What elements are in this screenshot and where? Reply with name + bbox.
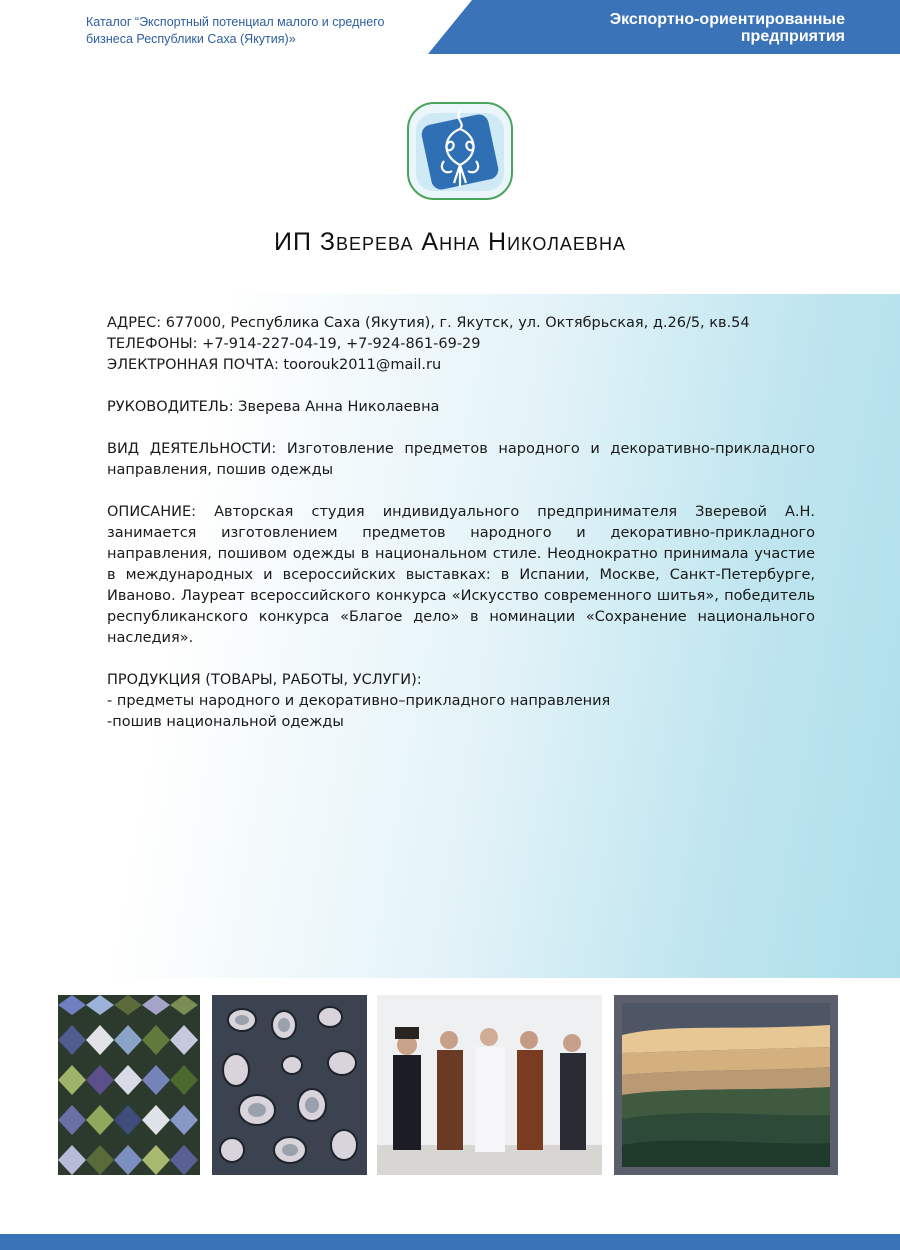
header-banner — [0, 0, 900, 54]
footer-bar — [0, 1234, 900, 1250]
manager: РУКОВОДИТЕЛЬ: Зверева Анна Николаевна — [107, 399, 440, 415]
photo-embroidery — [212, 995, 367, 1175]
banner-line2: предприятия — [740, 28, 845, 45]
phones: ТЕЛЕФОНЫ: +7-914-227-04-19, +7-924-861-69-29 — [107, 336, 481, 352]
email: ЭЛЕКТРОННАЯ ПОЧТА: toorouk2011@mail.ru — [107, 357, 442, 373]
photo-patchwork — [58, 995, 200, 1175]
catalog-caption-line1: Каталог “Экспортный потенциал малого и среднего — [86, 15, 385, 29]
description: ОПИСАНИЕ: Авторская студия индивидуального предпринимателя Зверевой А.Н. занимается изготовлением предметов народного и декоративно-прикладного направления, пошивом одежды в национальном стиле. Неоднократно принимала участие в международных и всероссийских выставках: в Испании, Москве, Санкт-Петербурге, Иваново. Лауреат всероссийского конкурса «Искусство современного шитья», победитель республиканского конкурса «Благое дело» в номинации «Сохранение национального наследия». — [107, 504, 815, 646]
product-item: -пошив национальной одежды — [107, 714, 344, 730]
banner-text — [610, 11, 845, 45]
catalog-caption-line2: бизнеса Республики Саха (Якутия)» — [86, 32, 296, 46]
photo-national-costumes — [377, 995, 602, 1175]
ornament-emblem-logo — [404, 99, 516, 203]
company-info — [107, 313, 815, 733]
product-item: - предметы народного и декоративно–прикладного направления — [107, 693, 611, 709]
photo-landscape-quilt — [614, 995, 838, 1175]
company-name: ИП Зверева Анна Николаевна — [274, 228, 626, 256]
address: АДРЕС: 677000, Республика Саха (Якутия), г. Якутск, ул. Октябрьская, д.26/5, кв.54 — [107, 315, 750, 331]
banner-line1: Экспортно-ориентированные — [609, 11, 845, 28]
products-title: ПРОДУКЦИЯ (ТОВАРЫ, РАБОТЫ, УСЛУГИ): — [107, 672, 422, 688]
activity: ВИД ДЕЯТЕЛЬНОСТИ: Изготовление предметов народного и декоративно-прикладного направления, пошив одежды — [107, 441, 815, 478]
